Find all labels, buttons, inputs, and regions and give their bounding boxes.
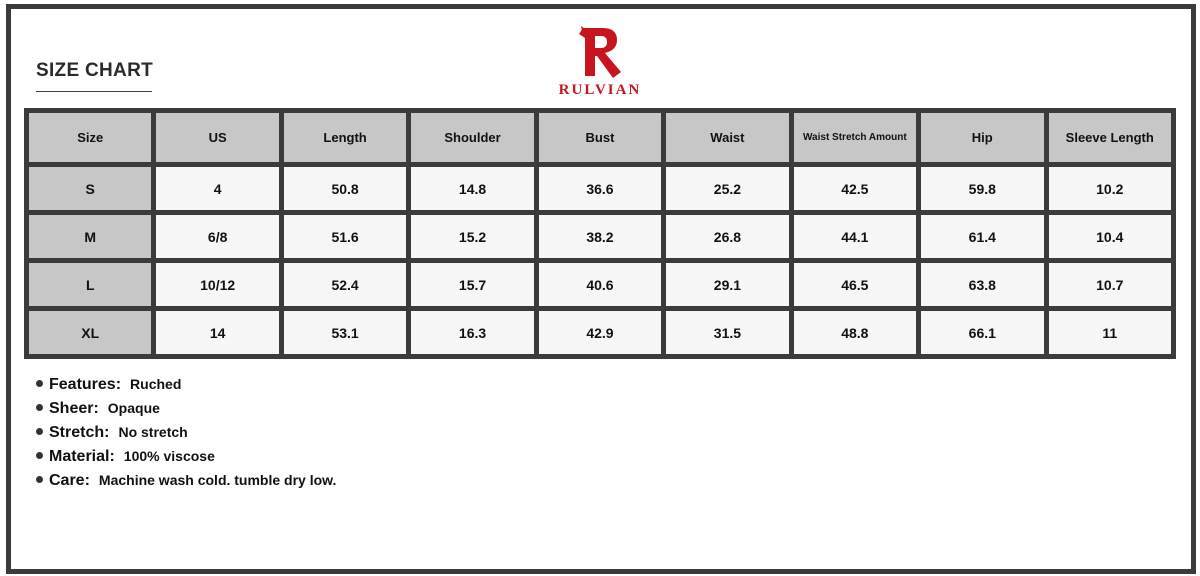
- feature-label: Features:: [49, 376, 122, 393]
- table-cell: 36.6: [539, 167, 661, 210]
- feature-value: No stretch: [118, 424, 188, 440]
- table-cell: 48.8: [794, 311, 916, 354]
- table-cell: 29.1: [666, 263, 788, 306]
- table-cell: 42.9: [539, 311, 661, 354]
- table-cell: 10/12: [156, 263, 278, 306]
- bullet-icon: [36, 380, 43, 387]
- table-cell: 61.4: [921, 215, 1043, 258]
- table-cell: 15.7: [411, 263, 533, 306]
- table-cell: 52.4: [284, 263, 406, 306]
- header-us: US: [156, 113, 278, 162]
- feature-item-care: [36, 472, 336, 496]
- header-waist-stretch: Waist Stretch Amount: [794, 113, 916, 162]
- brand-logo: [550, 24, 650, 100]
- size-cell: L: [29, 263, 151, 306]
- table-row: [29, 263, 1171, 306]
- table-cell: 16.3: [411, 311, 533, 354]
- size-table: [24, 108, 1176, 359]
- table-row: [29, 215, 1171, 258]
- brand-logo-icon: [577, 24, 625, 80]
- table-row: [29, 311, 1171, 354]
- table-cell: 14: [156, 311, 278, 354]
- feature-value: Machine wash cold. tumble dry low.: [98, 472, 337, 488]
- bullet-icon: [36, 452, 43, 459]
- size-cell: S: [29, 167, 151, 210]
- feature-value: Ruched: [130, 376, 182, 392]
- table-cell: 25.2: [666, 167, 788, 210]
- table-cell: 66.1: [921, 311, 1043, 354]
- table-cell: 59.8: [921, 167, 1043, 210]
- table-cell: 53.1: [284, 311, 406, 354]
- table-cell: 31.5: [666, 311, 788, 354]
- header-shoulder: Shoulder: [411, 113, 533, 162]
- feature-item-features: [36, 376, 336, 400]
- size-cell: XL: [29, 311, 151, 354]
- table-cell: 6/8: [156, 215, 278, 258]
- size-cell: M: [29, 215, 151, 258]
- feature-label: Sheer:: [49, 400, 99, 417]
- table-cell: 51.6: [284, 215, 406, 258]
- feature-value: Opaque: [107, 400, 160, 416]
- header-hip: Hip: [921, 113, 1043, 162]
- feature-value: 100% viscose: [123, 448, 215, 464]
- table-cell: 38.2: [539, 215, 661, 258]
- table-cell: 40.6: [539, 263, 661, 306]
- feature-label: Material:: [49, 448, 115, 465]
- bullet-icon: [36, 404, 43, 411]
- feature-item-material: [36, 448, 336, 472]
- header-waist: Waist: [666, 113, 788, 162]
- bullet-icon: [36, 428, 43, 435]
- table-cell: 44.1: [794, 215, 916, 258]
- header-length: Length: [284, 113, 406, 162]
- header-size: Size: [29, 113, 151, 162]
- table-cell: 10.7: [1049, 263, 1172, 306]
- feature-list: [36, 376, 336, 496]
- table-cell: 10.4: [1049, 215, 1172, 258]
- feature-item-stretch: [36, 424, 336, 448]
- table-cell: 42.5: [794, 167, 916, 210]
- table-row: [29, 167, 1171, 210]
- brand-name: RULVIAN: [558, 82, 642, 98]
- table-cell: 4: [156, 167, 278, 210]
- title-underline: [36, 91, 152, 92]
- feature-label: Stretch:: [49, 424, 110, 441]
- table-cell: 15.2: [411, 215, 533, 258]
- page-title: SIZE CHART: [36, 60, 153, 81]
- table-cell: 14.8: [411, 167, 533, 210]
- header-bust: Bust: [539, 113, 661, 162]
- table-cell: 46.5: [794, 263, 916, 306]
- table-header-row: [29, 113, 1171, 162]
- table-cell: 10.2: [1049, 167, 1172, 210]
- feature-item-sheer: [36, 400, 336, 424]
- table-cell: 26.8: [666, 215, 788, 258]
- bullet-icon: [36, 476, 43, 483]
- table-cell: 50.8: [284, 167, 406, 210]
- header-sleeve-length: Sleeve Length: [1049, 113, 1172, 162]
- table-cell: 11: [1049, 311, 1172, 354]
- feature-label: Care:: [49, 472, 90, 489]
- table-cell: 63.8: [921, 263, 1043, 306]
